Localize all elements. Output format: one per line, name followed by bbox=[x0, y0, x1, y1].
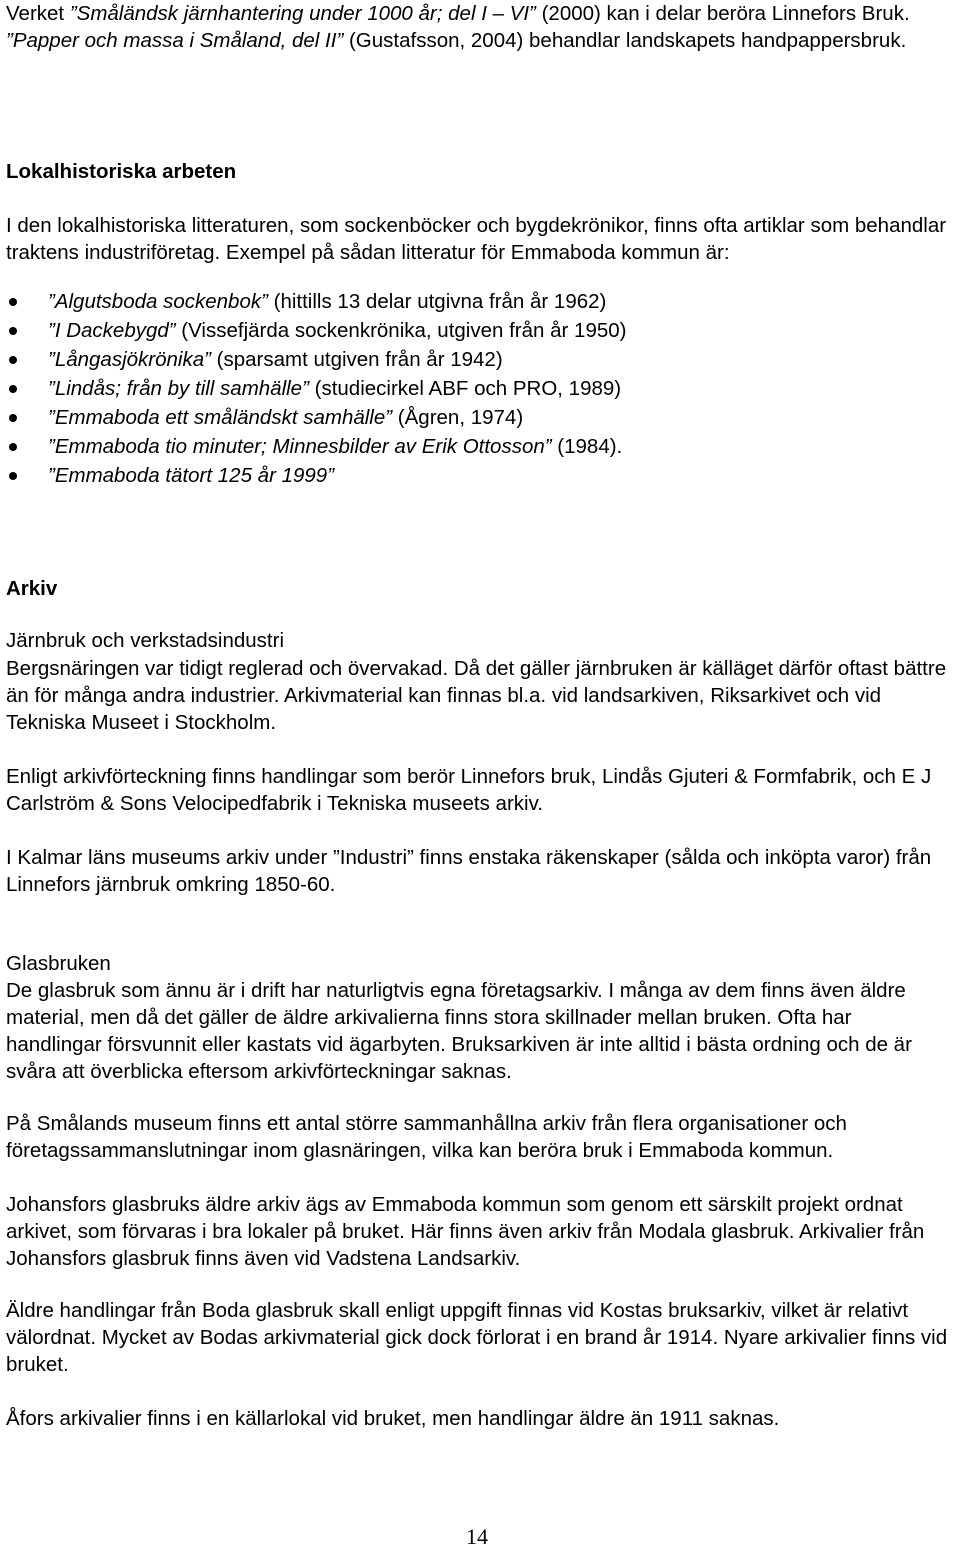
arkiv-paragraph-8: Åfors arkivalier finns i en källarlokal vid bruket, men handlingar äldre än 1911 saknas. bbox=[6, 1407, 780, 1430]
list-item bbox=[6, 403, 906, 432]
book-list bbox=[6, 287, 906, 490]
arkiv-paragraph-1: Bergsnäringen var tidigt reglerad och övervakad. Då det gäller järnbruken är källäget därför oftast bättre än för många andra industrier. Arkivmaterial kan finnas bl.a. vid landsarkiven, Riksarkivet och vid Tekniska Museet i Stockholm. bbox=[6, 657, 947, 734]
subheading-jarnbruk: Järnbruk och verkstadsindustri bbox=[6, 629, 285, 652]
book-note: (Vissefjärda sockenkrönika, utgiven från år 1950) bbox=[175, 319, 627, 342]
subheading-glasbruken: Glasbruken bbox=[6, 952, 111, 975]
arkiv-paragraph-2: Enligt arkivförteckning finns handlingar som berör Linnefors bruk, Lindås Gjuteri & Formfabrik, och E J Carlström & Sons Velocipedfabrik i Tekniska museets arkiv. bbox=[6, 765, 932, 815]
book-title: ”Emmaboda tio minuter; Minnesbilder av Erik Ottosson” bbox=[48, 435, 552, 458]
list-item bbox=[6, 374, 906, 403]
book-title: ”Emmaboda ett småländskt samhälle” bbox=[48, 406, 393, 429]
heading-arkiv: Arkiv bbox=[6, 577, 58, 600]
book-title: ”Långasjökrönika” bbox=[48, 348, 211, 371]
intro-title-2: ”Papper och massa i Småland, del II” bbox=[6, 29, 344, 52]
arkiv-paragraph-3: I Kalmar läns museums arkiv under ”Industri” finns enstaka räkenskaper (sålda och inköpta varor) från Linnefors järnbruk omkring 1850-60. bbox=[6, 846, 932, 896]
book-note: (studiecirkel ABF och PRO, 1989) bbox=[308, 377, 622, 400]
arkiv-paragraph-6: Johansfors glasbruks äldre arkiv ägs av Emmaboda kommun som genom ett särskilt projekt ordnat arkivet, som förvaras i bra lokaler på bruket. Här finns även arkiv från Modala glasbruk. Arkivalier från Johansfors glasbruk finns även vid Vadstena Landsarkiv. bbox=[6, 1193, 925, 1270]
book-note: (1984). bbox=[551, 435, 623, 458]
book-title: ”Algutsboda sockenbok” bbox=[48, 290, 268, 313]
list-item bbox=[6, 287, 906, 316]
book-note: (Ågren, 1974) bbox=[392, 406, 524, 429]
arkiv-paragraph-5: På Smålands museum finns ett antal större sammanhållna arkiv från flera organisationer och företagssammanslutningar inom glasnäringen, vilka kan beröra bruk i Emmaboda kommun. bbox=[6, 1112, 847, 1162]
list-item bbox=[6, 345, 906, 374]
intro-paragraph bbox=[6, 0, 946, 54]
intro-text-3: (Gustafsson, 2004) behandlar landskapets handpappersbruk. bbox=[343, 29, 907, 52]
intro-text-2: (2000) kan i delar beröra Linnefors Bruk. bbox=[535, 2, 910, 25]
list-item bbox=[6, 316, 906, 345]
heading-lokalhistoriska: Lokalhistoriska arbeten bbox=[6, 160, 237, 183]
list-item bbox=[6, 432, 906, 461]
intro-text-1: Verket bbox=[6, 2, 70, 25]
book-title: ”I Dackebygd” bbox=[48, 319, 176, 342]
arkiv-paragraph-4: De glasbruk som ännu är i drift har naturligtvis egna företagsarkiv. I många av dem finns även äldre material, men då det gäller de äldre arkivalierna finns stora skillnader mellan bruken. Ofta har handlingar försvunnit eller kastats vid ägarbyten. Bruksarkiven är inte alltid i bästa ordning och de är svåra att överblicka eftersom arkivförteckningar saknas. bbox=[6, 979, 912, 1083]
book-title: ”Lindås; från by till samhälle” bbox=[48, 377, 309, 400]
book-note: (sparsamt utgiven från år 1942) bbox=[210, 348, 503, 371]
page-number: 14 bbox=[466, 1524, 488, 1549]
book-note: (hittills 13 delar utgivna från år 1962) bbox=[267, 290, 607, 313]
list-item bbox=[6, 461, 906, 490]
lokal-paragraph: I den lokalhistoriska litteraturen, som sockenböcker och bygdekrönikor, finns ofta artiklar som behandlar traktens industriföretag. Exempel på sådan litteratur för Emmaboda kommun är: bbox=[6, 214, 947, 264]
intro-title-1: ”Småländsk järnhantering under 1000 år; del I – VI” bbox=[69, 2, 536, 25]
arkiv-paragraph-7: Äldre handlingar från Boda glasbruk skall enligt uppgift finnas vid Kostas bruksarkiv, vilket är relativt välordnat. Mycket av Bodas arkivmaterial gick dock förlorat i en brand år 1914. Nyare arkivalier finns vid bruket. bbox=[6, 1299, 948, 1376]
book-title: ”Emmaboda tätort 125 år 1999” bbox=[48, 464, 335, 487]
